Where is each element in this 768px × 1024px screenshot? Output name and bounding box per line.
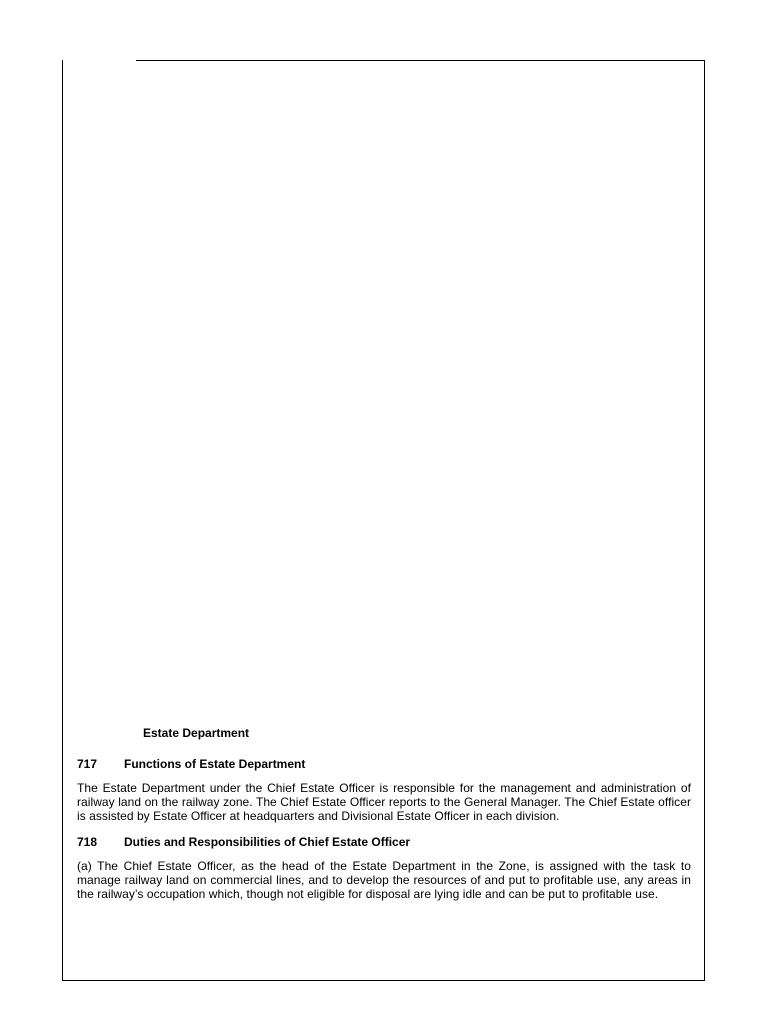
section-paragraph-718: (a) The Chief Estate Officer, as the head of the Estate Department in the Zone, is assigned with the task to manage railway land on commercial lines, and to develop the resources of and put to profitable use, any areas in the railway’s occupation which, though not eligible for disposal are lying idle and can be put to profitable use.	[77, 859, 691, 901]
document-body	[77, 726, 691, 913]
section-heading-text: Functions of Estate Department	[124, 757, 306, 771]
section-paragraph-717: The Estate Department under the Chief Estate Officer is responsible for the management and administration of railway land on the railway zone. The Chief Estate Officer reports to the General Manager. The Chief Estate officer is assisted by Estate Officer at headquarters and Divisional Estate Officer in each division.	[77, 781, 691, 823]
section-heading-718	[77, 835, 691, 849]
section-heading-717	[77, 757, 691, 771]
section-heading-text: Duties and Responsibilities of Chief Estate Officer	[124, 835, 411, 849]
section-number: 718	[77, 835, 98, 849]
section-title: Estate Department	[143, 726, 250, 740]
top-rule	[136, 60, 705, 61]
section-number: 717	[77, 757, 98, 771]
